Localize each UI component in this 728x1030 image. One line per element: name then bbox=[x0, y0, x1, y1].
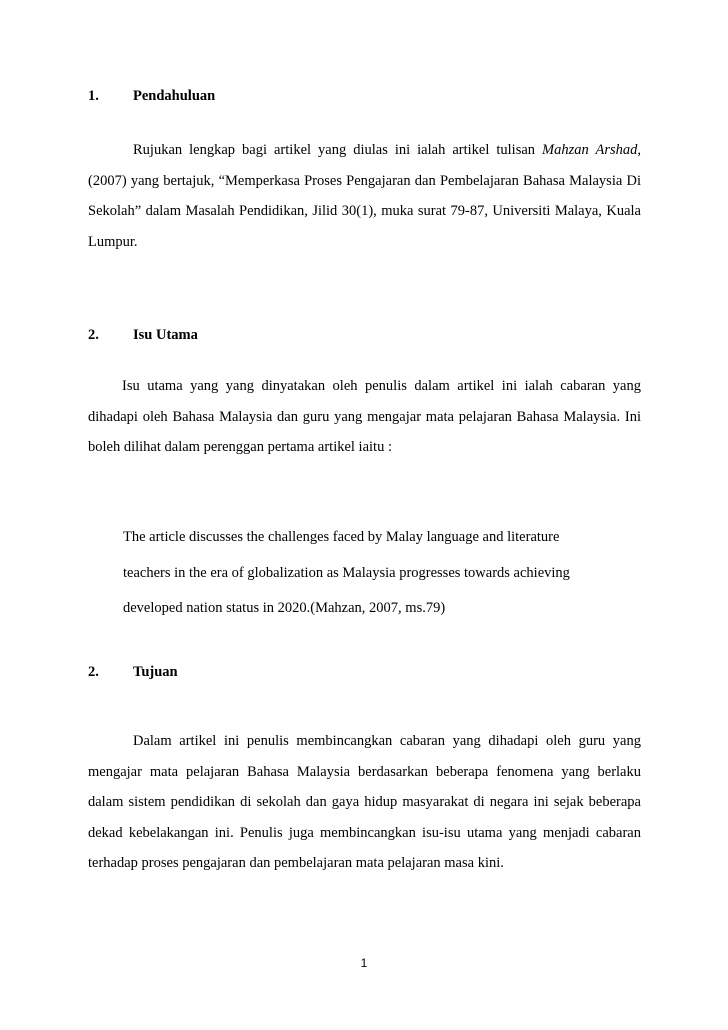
section-number: 2. bbox=[88, 664, 99, 680]
section-title: Isu Utama bbox=[133, 327, 198, 343]
section-number: 2. bbox=[88, 327, 99, 343]
quote-line: The article discusses the challenges faced by Malay language and literature bbox=[123, 529, 560, 545]
isu-utama-paragraph: Isu utama yang yang dinyatakan oleh penulis dalam artikel ini ialah cabaran yang dihadapi oleh Bahasa Malaysia dan guru yang mengajar mata pelajaran Bahasa Malaysia. Ini boleh dilihat dalam perenggan pertama artikel iaitu : bbox=[88, 378, 641, 455]
quote-line: developed nation status in 2020.(Mahzan, 2007, ms.79) bbox=[123, 600, 446, 616]
section-title: Tujuan bbox=[133, 664, 178, 680]
section-heading-pendahuluan bbox=[88, 88, 215, 105]
section-number: 1. bbox=[88, 88, 99, 104]
pendahuluan-paragraph bbox=[88, 135, 641, 257]
tujuan-paragraph: Dalam artikel ini penulis membincangkan cabaran yang dihadapi oleh guru yang mengajar mata pelajaran Bahasa Malaysia berdasarkan beberapa fenomena yang berlaku dalam sistem pendidikan di sekolah dan gaya hidup masyarakat di negara ini sejak beberapa dekad kebelakangan ini. Penulis juga membincangkan isu-isu utama yang menjadi cabaran terhadap proses pengajaran dan pembelajaran mata pelajaran masa kini. bbox=[88, 733, 641, 871]
page-number: 1 bbox=[360, 956, 368, 970]
block-quote bbox=[123, 520, 623, 627]
author-name: Mahzan Arshad, bbox=[542, 142, 641, 158]
section-title: Pendahuluan bbox=[133, 88, 216, 104]
quote-line: teachers in the era of globalization as Malaysia progresses towards achieving bbox=[123, 564, 570, 581]
paragraph-text: Rujukan lengkap bagi artikel yang diulas ini ialah artikel tulisan bbox=[133, 142, 543, 158]
paragraph-text: (2007) yang bertajuk, “Memperkasa Proses Pengajaran dan Pembelajaran Bahasa Malaysia Di Sekolah” dalam Masalah Pendidikan, Jilid 30(1), muka surat 79-87, Universiti Malaya, Kuala Lumpur. bbox=[88, 172, 641, 250]
section-heading-tujuan bbox=[88, 664, 178, 681]
section-heading-isu-utama bbox=[88, 327, 198, 344]
